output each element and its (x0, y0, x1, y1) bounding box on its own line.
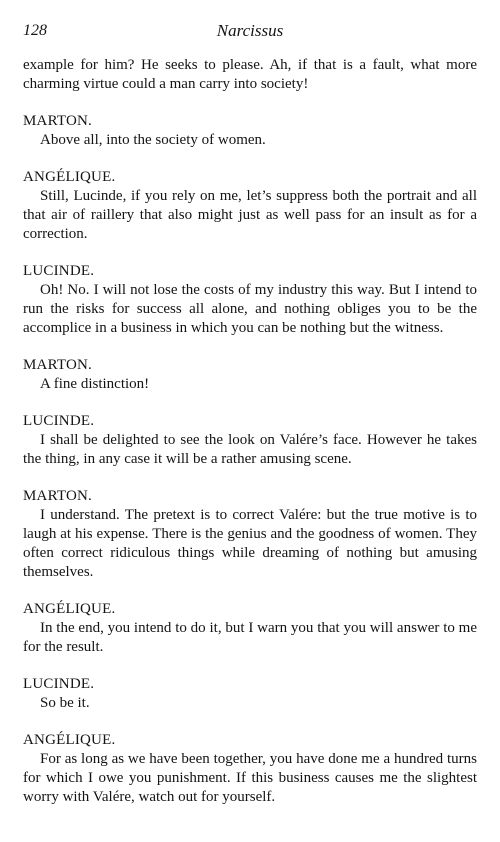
speech-text: For as long as we have been together, you have done me a hundred turns for which I owe you punishment. If this business causes me the slightest worry with Valére, watch out for yourself. (23, 751, 477, 805)
speech-text: I understand. The pretext is to correct Valére: but the true motive is to laugh at his expense. There is the genius and the goodness of women. They often correct ridiculous things while dreaming of nothing but amusing themselves. (23, 507, 477, 580)
speech-text: So be it. (40, 695, 90, 711)
speaker-name: ANGÉLIQUE. (23, 732, 116, 748)
speech-text: Still, Lucinde, if you rely on me, let’s suppress both the portrait and all that air of raillery that also might just as well pass for an insult as for a correction. (23, 188, 477, 242)
speech-1 (23, 112, 477, 150)
book-page (23, 0, 477, 842)
speaker-name: ANGÉLIQUE. (23, 601, 116, 617)
speech-text: In the end, you intend to do it, but I warn you that you will answer to me for the result. (23, 620, 477, 655)
speech-6 (23, 487, 477, 582)
speaker-name: ANGÉLIQUE. (23, 169, 116, 185)
opening-text: example for him? He seeks to please. Ah, if that is a fault, what more charming virtue could a man carry into society! (23, 57, 477, 92)
speech-7 (23, 600, 477, 657)
opening-paragraph (23, 56, 477, 94)
speech-2 (23, 168, 477, 244)
speech-5 (23, 412, 477, 469)
speech-3 (23, 262, 477, 338)
speech-text: I shall be delighted to see the look on Valére’s face. However he takes the thing, in any case it will be a rather amusing scene. (23, 432, 477, 467)
speaker-name: MARTON. (23, 113, 92, 129)
speaker-name: MARTON. (23, 357, 92, 373)
speaker-name: MARTON. (23, 488, 92, 504)
running-head (23, 22, 477, 44)
book-title: Narcissus (216, 21, 284, 40)
speech-4 (23, 356, 477, 394)
speech-text: A fine distinction! (40, 376, 150, 392)
page-number: 128 (23, 22, 47, 39)
speech-8 (23, 675, 477, 713)
speech-text: Above all, into the society of women. (40, 132, 266, 148)
page-body (23, 56, 477, 807)
speech-9 (23, 731, 477, 807)
speaker-name: LUCINDE. (23, 676, 95, 692)
speaker-name: LUCINDE. (23, 263, 95, 279)
speaker-name: LUCINDE. (23, 413, 95, 429)
speech-text: Oh! No. I will not lose the costs of my industry this way. But I intend to run the risks for success all alone, and nothing obliges you to be the accomplice in a business in which you can be nothing but the witness. (23, 282, 477, 336)
